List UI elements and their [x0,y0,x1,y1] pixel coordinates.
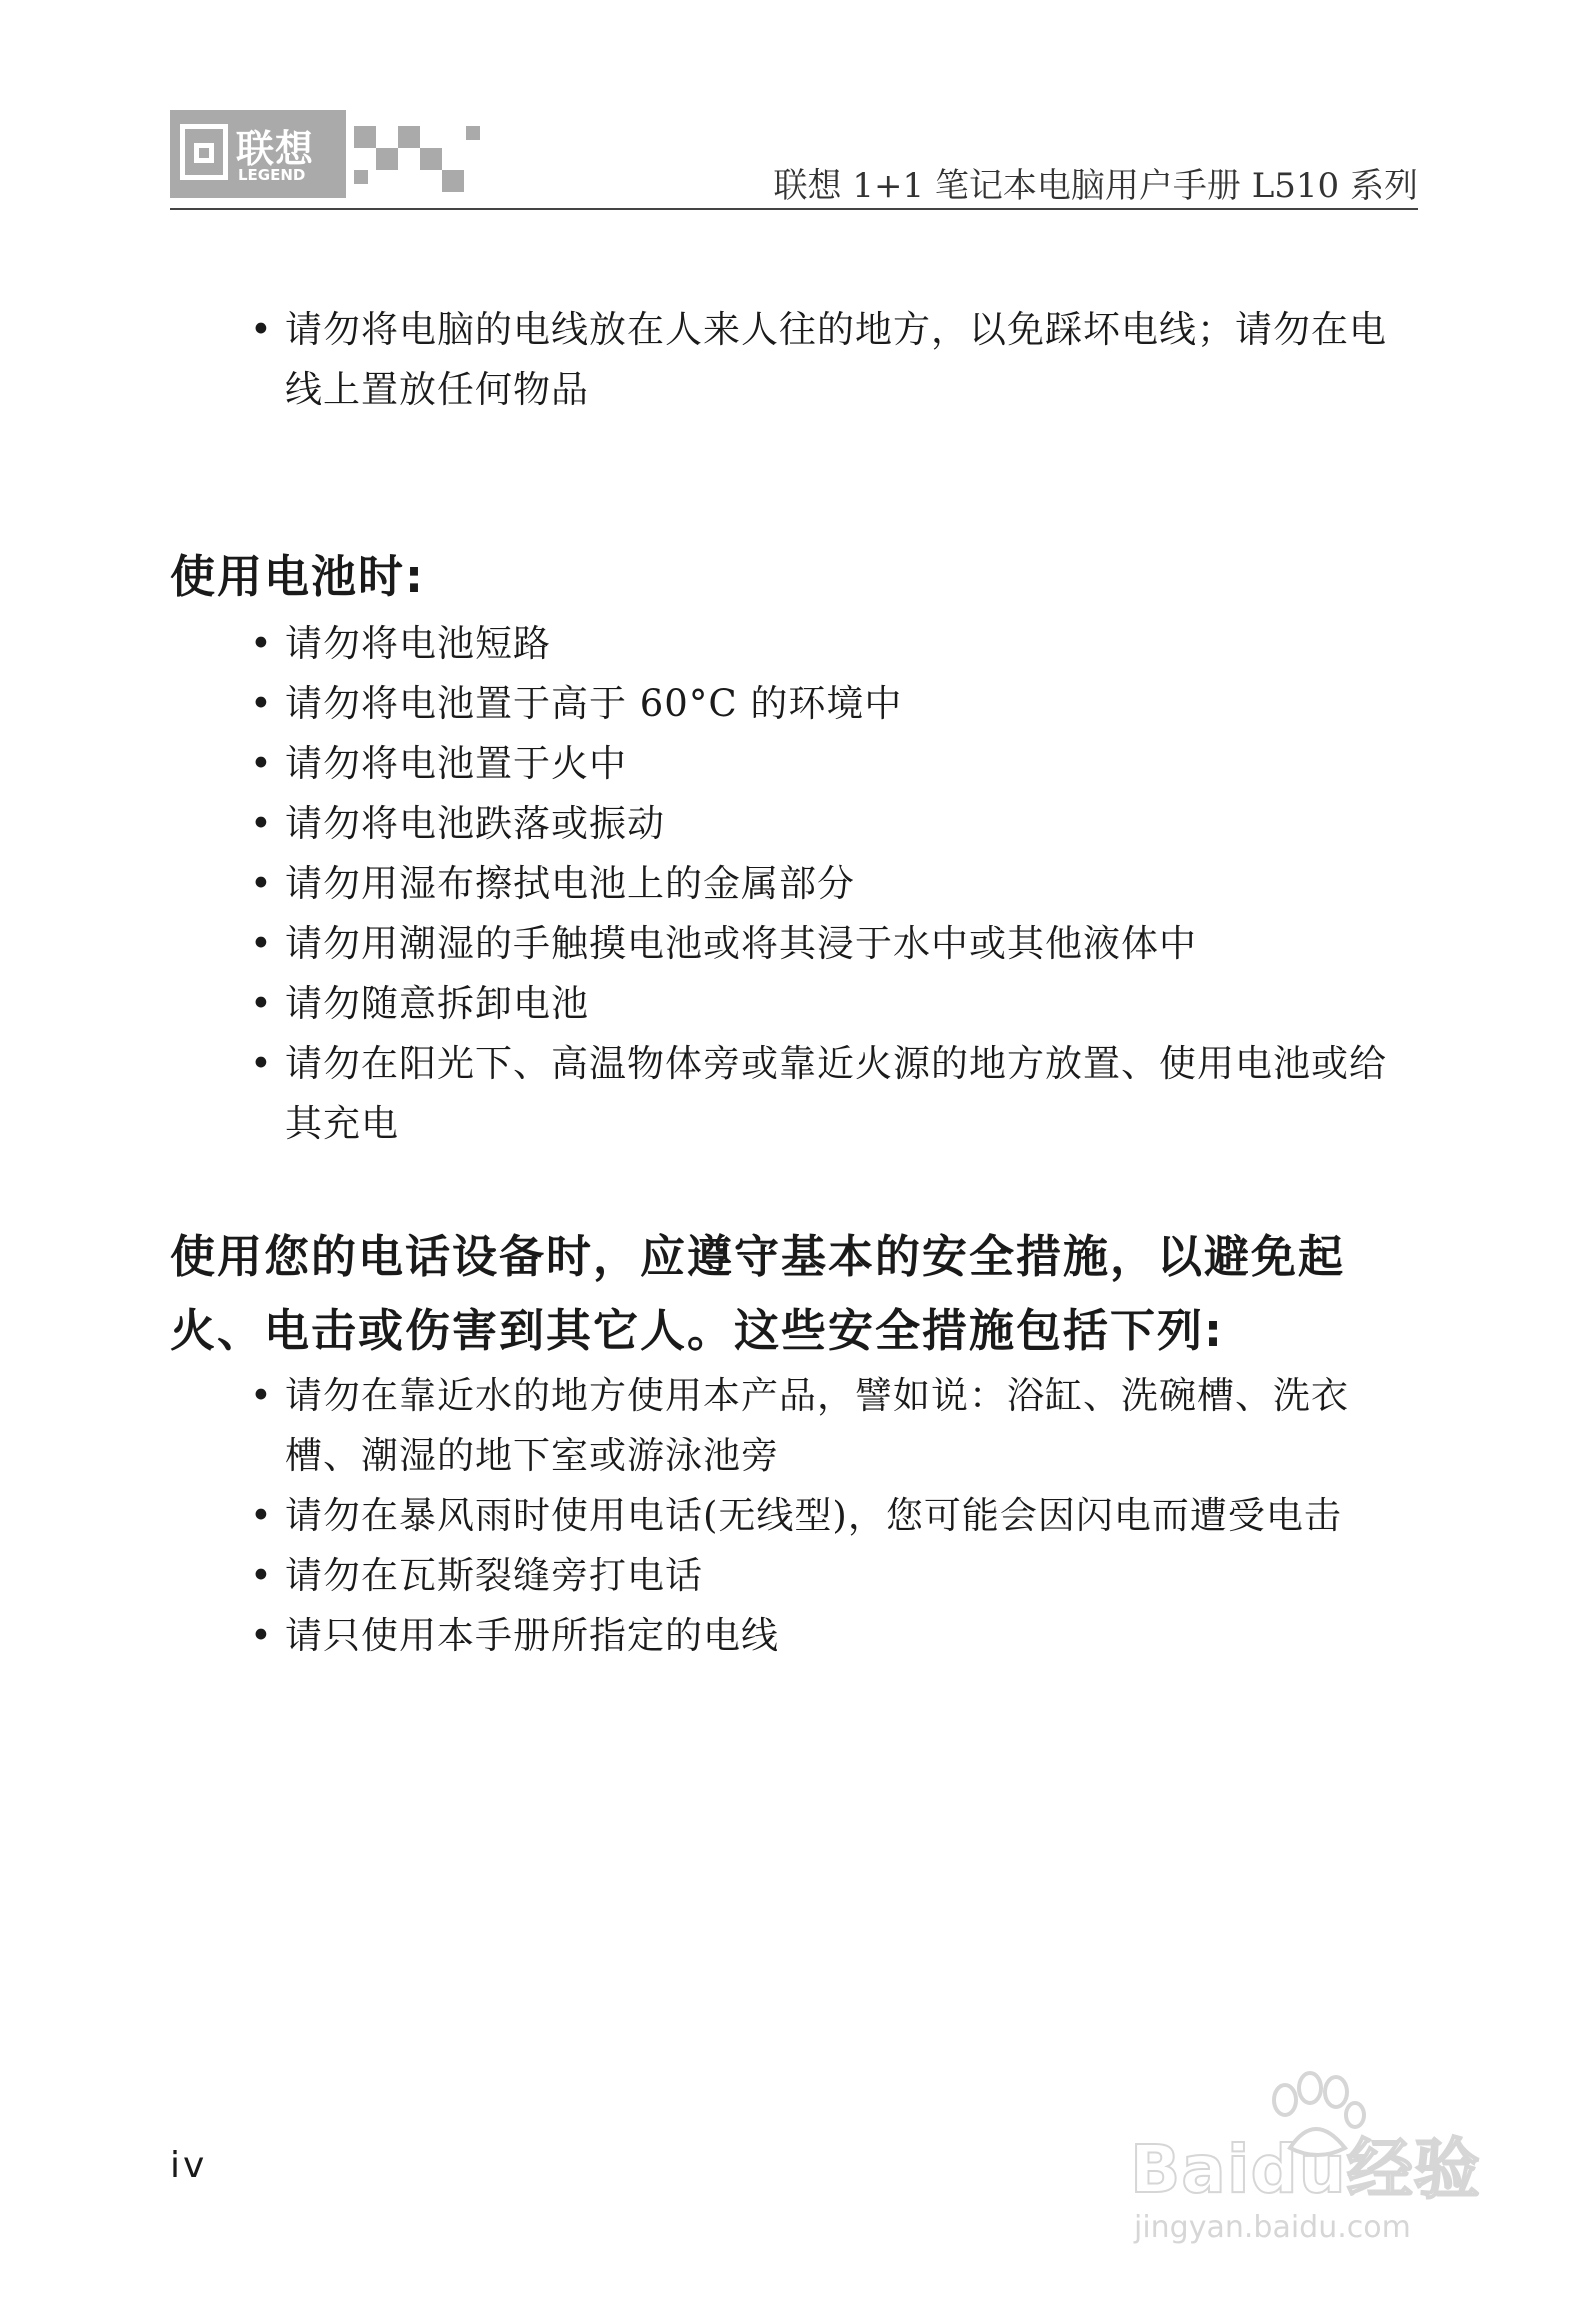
logo-pixel-decoration [354,170,368,184]
list-item-text: 请勿在瓦斯裂缝旁打电话 [285,1554,703,1597]
header-title: 联想 1+1 笔记本电脑用户手册 L510 系列 [773,166,1418,206]
bullet-icon: • [250,922,273,965]
page-number: iv [170,2145,208,2186]
list-item-text: 请勿将电脑的电线放在人来人往的地方，以免踩坏电线；请勿在电线上置放任何物品 [285,308,1387,411]
list-item [250,974,1420,1034]
logo-pixel-decoration [354,126,376,148]
watermark-url-text: jingyan.baidu.com [1134,2210,1411,2245]
list-item-text: 请勿将电池短路 [285,622,551,665]
legend-logo [170,110,480,198]
bullet-icon: • [250,308,273,351]
bullet-icon: • [250,1554,273,1597]
bullet-icon: • [250,802,273,845]
list-item [250,1606,1420,1666]
logo-pixel-decoration [466,126,480,140]
list-item-text: 请勿在靠近水的地方使用本产品，譬如说：浴缸、洗碗槽、洗衣槽、潮湿的地下室或游泳池旁 [285,1374,1349,1477]
phone-bullet-list [250,1366,1420,1666]
list-item [250,300,1420,420]
list-item [250,794,1420,854]
list-item-text: 请勿将电池置于火中 [285,742,627,785]
list-item [250,1486,1420,1546]
list-item [250,1546,1420,1606]
logo-block [170,110,346,198]
bullet-icon: • [250,1494,273,1537]
bullet-icon: • [250,622,273,665]
bullet-icon: • [250,1374,273,1417]
baidu-watermark [1130,2070,1481,2270]
bullet-icon: • [250,1042,273,1085]
logo-text-en: LEGEND [238,166,306,184]
bullet-icon: • [250,862,273,905]
list-item-text: 请勿将电池置于高于 60°C 的环境中 [285,682,903,725]
list-item-text: 请勿在暴风雨时使用电话(无线型)，您可能会因闪电而遭受电击 [285,1494,1342,1537]
list-item [250,854,1420,914]
list-item-text: 请勿在阳光下、高温物体旁或靠近火源的地方放置、使用电池或给其充电 [285,1042,1387,1145]
list-item-text: 请勿将电池跌落或振动 [285,802,665,845]
phone-section-heading: 使用您的电话设备时，应遵守基本的安全措施，以避免起火、电击或伤害到其它人。这些安全措施包括下列: [170,1230,1346,1357]
battery-bullet-list [250,614,1420,1154]
logo-pixel-decoration [420,148,442,170]
list-item-text: 请勿用湿布擦拭电池上的金属部分 [285,862,855,905]
list-item [250,1034,1420,1154]
list-item [250,914,1420,974]
logo-pixel-decoration [442,170,464,192]
list-item [250,1366,1420,1486]
logo-text-cn: 联想 [236,127,315,171]
logo-mark-icon [180,124,228,180]
list-item [250,614,1420,674]
bullet-icon: • [250,1614,273,1657]
bullet-icon: • [250,982,273,1025]
watermark-main-text: Baidu经验 [1130,2131,1481,2208]
logo-pixel-decoration [376,148,398,170]
list-item-text: 请勿随意拆卸电池 [285,982,589,1025]
intro-bullet-list [250,300,1420,420]
bullet-icon: • [250,682,273,725]
bullet-icon: • [250,742,273,785]
list-item [250,674,1420,734]
header-divider [170,208,1418,210]
list-item-text: 请只使用本手册所指定的电线 [285,1614,779,1657]
list-item-text: 请勿用潮湿的手触摸电池或将其浸于水中或其他液体中 [285,922,1197,965]
logo-pixel-decoration [398,126,420,148]
list-item [250,734,1420,794]
battery-section-heading: 使用电池时: [170,550,425,603]
